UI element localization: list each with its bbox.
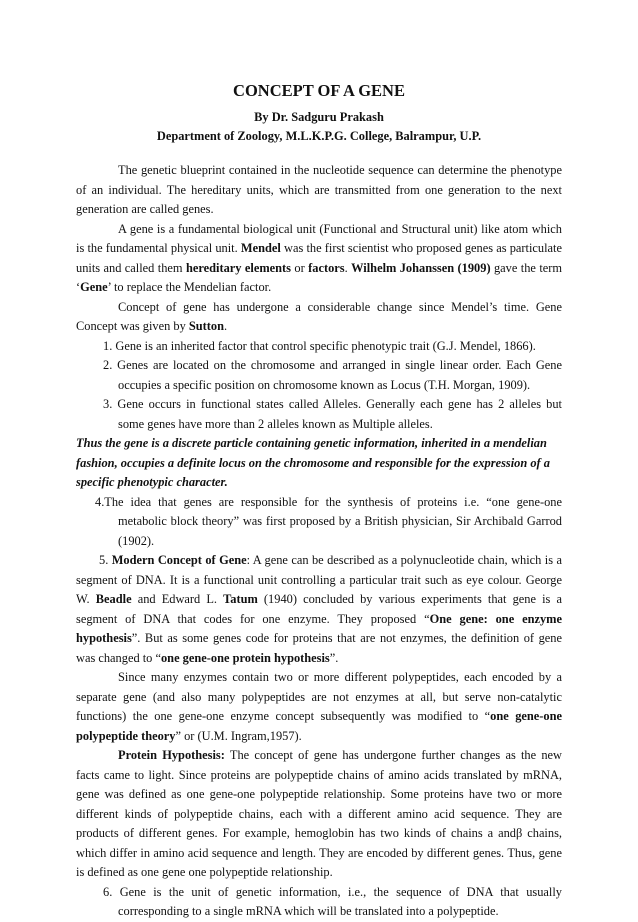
gene-term: Gene bbox=[80, 280, 108, 294]
one-gene-one-protein-term: one gene-one protein hypothesis bbox=[160, 650, 330, 665]
author-byline: By Dr. Sadguru Prakash bbox=[254, 110, 384, 124]
text-run: and Edward L. bbox=[131, 592, 224, 606]
beadle-term: Beadle bbox=[95, 592, 132, 606]
sutton-paragraph bbox=[76, 298, 562, 337]
text-run: : A gene can be described as a polynucleotide chain, which is a segment of DNA. It is a functional unit controlling a particular trait such as eye colour. George W. bbox=[76, 553, 562, 606]
list-item: 3. Gene occurs in functional states called Alleles. Generally each gene has 2 alleles but some genes have more than 2 alleles known as Multiple alleles. bbox=[103, 397, 562, 431]
text-run: ’ to replace the Mendelian factor. bbox=[107, 280, 272, 294]
protein-hypothesis-heading: Protein Hypothesis: bbox=[118, 748, 225, 762]
text-run: was the first scientist who proposed genes as particulate units and called them bbox=[76, 241, 562, 275]
text-run: ” or (U.M. Ingram,1957). bbox=[175, 728, 302, 743]
text-run: (1940) concluded by various experiments that gene is a segment of DNA that codes for one enzyme. They proposed “ bbox=[76, 592, 562, 626]
protein-hypothesis-paragraph bbox=[76, 746, 562, 883]
sutton-term: Sutton bbox=[188, 319, 224, 333]
modern-concept-paragraph bbox=[76, 551, 562, 668]
list-item: 4.The idea that genes are responsible for the synthesis of proteins i.e. “one gene-one metabolic block theory” was first proposed by a British physician, Sir Archibald Garrod (1902). bbox=[95, 494, 562, 548]
list-item: 6. Gene is the unit of genetic information, i.e., the sequence of DNA that usually corresponding to a single mRNA which will be translated into a polypeptide. bbox=[103, 884, 562, 918]
text-run: 5. bbox=[99, 553, 112, 567]
polypeptide-theory-term: one gene-one polypeptide theory bbox=[76, 709, 562, 743]
conclusion-statement: Thus the gene is a discrete particle containing genetic information, inherited in a mendelian fashion, occupies a definite locus on the chromosome and responsible for the expression of a specific phenotypic character. bbox=[76, 436, 550, 489]
text-run: . bbox=[344, 260, 352, 275]
modern-concept-heading: Modern Concept of Gene bbox=[111, 553, 247, 567]
document-body bbox=[76, 161, 562, 922]
mendel-term: Mendel bbox=[240, 241, 281, 255]
mendel-paragraph bbox=[76, 220, 562, 298]
polypeptide-paragraph bbox=[76, 668, 562, 746]
johannsen-term: Wilhelm Johanssen (1909) bbox=[351, 260, 491, 275]
list-item: 1. Gene is an inherited factor that control specific phenotypic trait (G.J. Mendel, 1866). bbox=[103, 338, 536, 353]
text-run: A gene is a fundamental biological unit (Functional and Structural unit) like atom which is the fundamental physical unit. bbox=[76, 221, 562, 255]
tatum-term: Tatum bbox=[223, 592, 258, 606]
text-run: Concept of gene has undergone a considerable change since Mendel’s time. Gene Concept was given by bbox=[76, 299, 562, 333]
text-run: ”. But as some genes code for proteins that are not enzymes, the definition of gene was changed to “ bbox=[76, 631, 562, 665]
text-run: or bbox=[291, 260, 309, 275]
author-department: Department of Zoology, M.L.K.P.G. College, Balrampur, U.P. bbox=[156, 129, 482, 143]
page-title: CONCEPT OF A GENE bbox=[233, 81, 405, 100]
text-run: Since many enzymes contain two or more different polypeptides, each encoded by a separate gene (and also many polypeptides are not enzymes at all, but serve non-catalytic functions) the one gene-one enzyme concept subsequently was modified to “ bbox=[76, 670, 562, 723]
text-run: The concept of gene has undergone further changes as the new facts came to light. Since proteins are polypeptide chains of amino acids translated by mRNA, gene was defined as one gene-one polypeptide relationship. Some proteins have two or more different kinds of polypeptide chains, each with a different amino acid sequence. They are products of different genes. For example, hemoglobin has two kinds of chains a andβ chains, which differ in amino acid sequence and length. They are encoded by different genes. Thus, gene is defined as one gene one polypeptide relationship. bbox=[76, 748, 562, 879]
text-run: gave the term ‘ bbox=[76, 260, 563, 294]
factors-term: factors bbox=[308, 260, 345, 275]
text-run: ”. bbox=[329, 650, 339, 665]
one-gene-one-enzyme-term: One gene: one enzyme hypothesis bbox=[76, 611, 562, 645]
hereditary-elements-term: hereditary elements bbox=[185, 260, 291, 275]
intro-paragraph: The genetic blueprint contained in the nucleotide sequence can determine the phenotype of an individual. The hereditary units, which are transmitted from one generation to the next generation are called genes. bbox=[76, 163, 562, 216]
list-item: 2. Genes are located on the chromosome and arranged in single linear order. Each Gene occupies a specific position on chromosome known as Locus (T.H. Morgan, 1909). bbox=[103, 358, 562, 392]
text-run: . bbox=[224, 319, 228, 333]
